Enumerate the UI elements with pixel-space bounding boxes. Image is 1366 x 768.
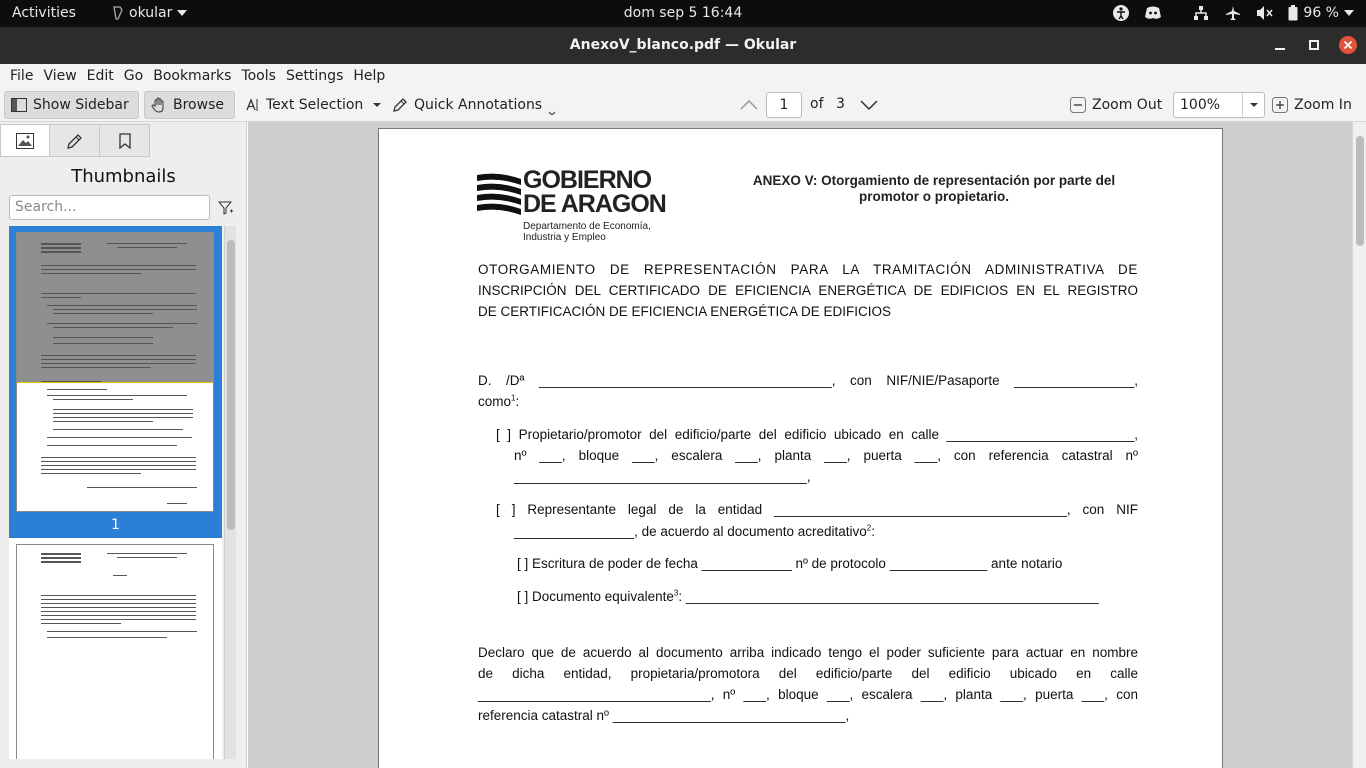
filter-icon[interactable] <box>216 198 236 218</box>
thumbnail-text-line <box>41 355 196 356</box>
thumbnail-text-line <box>53 409 193 410</box>
sidebar-title: Thumbnails <box>71 166 176 187</box>
system-top-bar <box>0 0 1366 27</box>
thumbnail-text-line <box>113 575 127 576</box>
menu-help[interactable]: Help <box>353 68 386 84</box>
menu-file[interactable]: File <box>10 68 34 84</box>
browse-tool-button[interactable] <box>144 91 235 119</box>
menu-bookmarks[interactable]: Bookmarks <box>153 68 232 84</box>
thumbnail-text-line <box>53 417 193 418</box>
thumbnail-text-line <box>41 461 196 462</box>
menu-bar <box>0 64 1366 88</box>
representative-line-2 <box>496 521 1138 542</box>
thumbnail-text-line <box>41 363 196 364</box>
footnote-ref-3: 3 <box>673 588 679 598</box>
thumbnail-text-line <box>41 603 196 604</box>
thumbnail-text-line <box>41 607 196 608</box>
thumbnail-text-line <box>41 367 151 368</box>
thumbnail-page-1[interactable] <box>16 232 214 512</box>
equivalent-blank: : _______________________________________________________ <box>678 589 1099 604</box>
applicant-line-1: D. /Dª _______________________________________, con NIF/NIE/Pasaporte ________________, <box>478 373 1138 388</box>
thumbnail-text-line <box>41 561 81 563</box>
heading-line-1: OTORGAMIENTO DE REPRESENTACIÓN PARA LA TRAMITACIÓN ADMINISTRATIVA DE <box>478 262 1138 277</box>
next-page-button[interactable] <box>854 91 884 119</box>
zoom-in-icon <box>1272 97 1288 113</box>
logo-sub-line-1: Departamento de Economía, <box>523 221 651 232</box>
thumbnail-text-line <box>41 293 196 294</box>
sidebar-tabs <box>0 124 150 157</box>
tab-annotations[interactable] <box>50 124 100 157</box>
thumbnail-list[interactable] <box>9 226 222 759</box>
logo-line-1: GOBIERNO <box>523 166 652 194</box>
airplane-mode-icon[interactable] <box>1224 4 1242 22</box>
heading-line-3: DE CERTIFICACIÓN DE EFICIENCIA ENERGÉTICA DE EDIFICIOS <box>478 304 892 319</box>
thumbnail-text-line <box>41 457 196 458</box>
battery-icon <box>1288 5 1298 21</box>
como-label: como <box>478 394 512 409</box>
thumbnail-text-line <box>47 395 187 396</box>
chevron-down-icon <box>860 100 878 110</box>
footnote-ref-1: 1 <box>511 393 516 403</box>
app-name: okular <box>129 5 173 21</box>
document-scrollbar[interactable] <box>1352 122 1366 768</box>
declaration-line-1: Declaro que de acuerdo al documento arriba indicado tengo el poder suficiente para actuar en nombre <box>478 645 1138 660</box>
applicant-line-2 <box>478 391 1138 412</box>
chevron-up-icon <box>740 100 758 110</box>
thumbnail-text-line <box>107 243 187 244</box>
thumbnail-text-line <box>41 557 81 559</box>
text-selection-label: Text Selection <box>266 97 364 113</box>
bookmark-icon <box>119 133 131 149</box>
browse-label: Browse <box>173 97 224 113</box>
pdf-page <box>378 128 1223 768</box>
tab-thumbnails[interactable] <box>0 124 50 157</box>
chevron-down-icon <box>372 102 382 108</box>
page-total: 3 <box>836 96 845 112</box>
thumbnail-text-line <box>41 381 101 382</box>
thumbnail-search-input[interactable]: Search... <box>9 195 210 220</box>
owner-line-1: [ ] Propietario/promotor del edificio/parte del edificio ubicado en calle _________________________, <box>496 427 1138 442</box>
zoom-in-label: Zoom In <box>1294 97 1352 113</box>
window-title: AnexoV_blanco.pdf — Okular <box>569 37 797 53</box>
representative-line-2-text: ________________, de acuerdo al documento acreditativo <box>514 524 867 539</box>
chevron-down-icon <box>1344 10 1354 16</box>
thumbnail-text-line <box>41 619 196 620</box>
network-wired-icon[interactable] <box>1192 4 1210 22</box>
declaration-line-4: referencia catastral nº _______________________________, <box>478 708 850 723</box>
declaration-line-2: de dicha entidad, propietaria/promotora del edificio/parte del edificio ubicado en calle <box>478 666 1138 681</box>
como-colon: : <box>515 394 520 409</box>
chevron-down-icon <box>548 107 556 115</box>
app-menu[interactable] <box>112 5 187 21</box>
previous-page-button[interactable] <box>734 91 764 119</box>
thumbnail-text-line <box>47 445 177 446</box>
close-button[interactable] <box>1338 35 1358 55</box>
owner-line-3: _______________________________________, <box>514 469 811 484</box>
thumbnail-text-line <box>41 359 196 360</box>
thumbnail-text-line <box>53 337 153 338</box>
hand-icon <box>151 97 167 113</box>
menu-go[interactable]: Go <box>123 68 144 84</box>
thumbnail-text-line <box>53 313 153 314</box>
thumbnail-text-line <box>41 273 141 274</box>
thumbnail-text-line <box>41 623 121 624</box>
minimize-button[interactable] <box>1270 35 1290 55</box>
menu-view[interactable]: View <box>43 68 77 84</box>
selection-mode-dropdown[interactable] <box>368 91 386 119</box>
show-sidebar-label: Show Sidebar <box>33 97 129 113</box>
thumbnail-text-line <box>107 553 187 554</box>
thumbnail-text-line <box>53 327 173 328</box>
discord-icon[interactable] <box>1144 4 1162 22</box>
sidebar <box>0 122 247 768</box>
thumbnail-text-line <box>53 399 133 400</box>
thumbnail-text-line <box>167 503 187 504</box>
thumbnail-text-line <box>41 469 196 470</box>
menu-settings[interactable]: Settings <box>285 68 344 84</box>
battery-percentage: 96 % <box>1303 5 1339 21</box>
applicant-paragraph <box>478 370 1138 412</box>
representative-line-1: [ ] Representante legal de la entidad _______________________________________, con NIF <box>496 502 1138 517</box>
declaration-paragraph <box>478 642 1138 726</box>
text-selection-button[interactable] <box>238 91 369 119</box>
thumbnail-text-line <box>41 615 196 616</box>
thumbnail-text-line <box>47 323 197 324</box>
heading-line-2: INSCRIPCIÓN DEL CERTIFICADO DE EFICIENCIA ENERGÉTICA DE EDIFICIOS EN EL REGISTRO <box>478 283 1138 298</box>
thumbnail-page-2[interactable] <box>16 544 214 759</box>
thumbnail-text-line <box>53 343 153 344</box>
zoom-out-icon <box>1070 97 1086 113</box>
thumbnail-text-line <box>41 269 196 270</box>
thumbnail-text-line <box>41 599 196 600</box>
representative-colon: : <box>871 524 875 539</box>
page-number-input[interactable] <box>766 92 802 118</box>
equivalent-document-option <box>517 586 1137 607</box>
thumbnail-text-line <box>47 631 197 632</box>
activities-button[interactable]: Activities <box>12 5 76 21</box>
pen-icon <box>392 97 408 113</box>
aragon-stripes-logo <box>477 173 521 215</box>
zoom-out-button[interactable] <box>1064 91 1168 119</box>
image-icon <box>16 133 34 149</box>
logo-sub-line-2: Industria y Empleo <box>523 232 606 243</box>
declaration-line-3: _______________________________, nº ___, bloque ___, escalera ___, planta ___, puerta ___, con <box>478 687 1138 702</box>
thumbnail-text-line <box>41 473 141 474</box>
thumbnail-text-line <box>41 251 81 253</box>
thumbnail-text-line <box>53 309 197 310</box>
window-title-bar <box>0 27 1366 64</box>
footnote-ref-2: 2 <box>866 523 872 533</box>
equivalent-label: [ ] Documento equivalente <box>517 589 674 604</box>
thumbnail-text-line <box>41 297 81 298</box>
visible-area-highlight <box>17 233 214 383</box>
pen-icon <box>66 132 84 150</box>
tab-bookmarks[interactable] <box>100 124 150 157</box>
volume-muted-icon[interactable] <box>1256 4 1274 22</box>
thumbnail-text-line <box>53 429 183 430</box>
zoom-out-label: Zoom Out <box>1092 97 1163 113</box>
sidebar-icon <box>11 98 27 112</box>
scrollbar-thumb[interactable] <box>1356 136 1364 246</box>
okular-app-icon <box>112 6 124 20</box>
document-heading <box>478 259 1138 322</box>
document-view[interactable] <box>248 122 1352 768</box>
thumbnail-text-line <box>87 487 197 488</box>
chevron-down-icon <box>1242 93 1264 117</box>
thumbnail-scrollbar[interactable] <box>224 226 236 759</box>
main-toolbar <box>0 88 1366 122</box>
menu-edit[interactable]: Edit <box>86 68 114 84</box>
menu-tools[interactable]: Tools <box>241 68 276 84</box>
thumbnail-text-line <box>41 243 81 245</box>
owner-line-2: nº ___, bloque ___, escalera ___, planta ___, puerta ___, con referencia catastral nº <box>514 448 1138 463</box>
logo-line-2: DE ARAGON <box>523 190 666 218</box>
thumbnail-text-line <box>47 437 192 438</box>
maximize-button[interactable] <box>1304 35 1324 55</box>
representative-option <box>496 499 1138 542</box>
page-of-label: of <box>810 96 824 112</box>
annex-title-line-1: ANEXO V: Otorgamiento de representación por parte del <box>752 173 1116 188</box>
thumbnail-text-line <box>41 595 196 596</box>
show-sidebar-button[interactable] <box>4 91 139 119</box>
thumbnail-text-line <box>53 421 153 422</box>
current-page: 1 <box>779 97 789 113</box>
thumbnail-text-line <box>41 553 81 555</box>
thumbnail-text-line <box>117 557 177 558</box>
thumbnail-text-line <box>41 465 196 466</box>
zoom-level-value: 100% <box>1180 97 1221 113</box>
quick-annotations-button[interactable] <box>386 91 562 119</box>
escritura-option: [ ] Escritura de poder de fecha ____________ nº de protocolo _____________ ante notario <box>517 556 1063 571</box>
thumbnail-text-line <box>47 305 197 306</box>
thumbnail-text-line <box>41 265 196 266</box>
annex-title <box>749 173 1119 205</box>
text-cursor-icon <box>244 97 260 113</box>
thumbnail-text-line <box>47 637 167 638</box>
chevron-down-icon <box>177 10 187 16</box>
scrollbar-thumb[interactable] <box>227 240 235 530</box>
thumbnail-text-line <box>41 247 81 249</box>
thumbnail-text-line <box>47 389 107 390</box>
gobierno-aragon-logo <box>477 166 677 245</box>
quick-annotations-label: Quick Annotations <box>414 97 543 113</box>
clock[interactable]: dom sep 5 16:44 <box>623 5 743 21</box>
accessibility-icon[interactable] <box>1112 4 1130 22</box>
battery-indicator[interactable] <box>1288 5 1354 21</box>
annex-title-line-2: promotor o propietario. <box>859 189 1009 204</box>
logo-department <box>523 221 651 243</box>
thumbnail-text-line <box>41 611 196 612</box>
thumbnail-text-line <box>117 247 177 248</box>
zoom-level-select[interactable] <box>1173 92 1265 118</box>
owner-option <box>496 424 1138 487</box>
thumbnail-text-line <box>53 413 193 414</box>
zoom-in-button[interactable] <box>1266 91 1358 119</box>
thumbnail-page-1-label: 1 <box>111 517 120 533</box>
